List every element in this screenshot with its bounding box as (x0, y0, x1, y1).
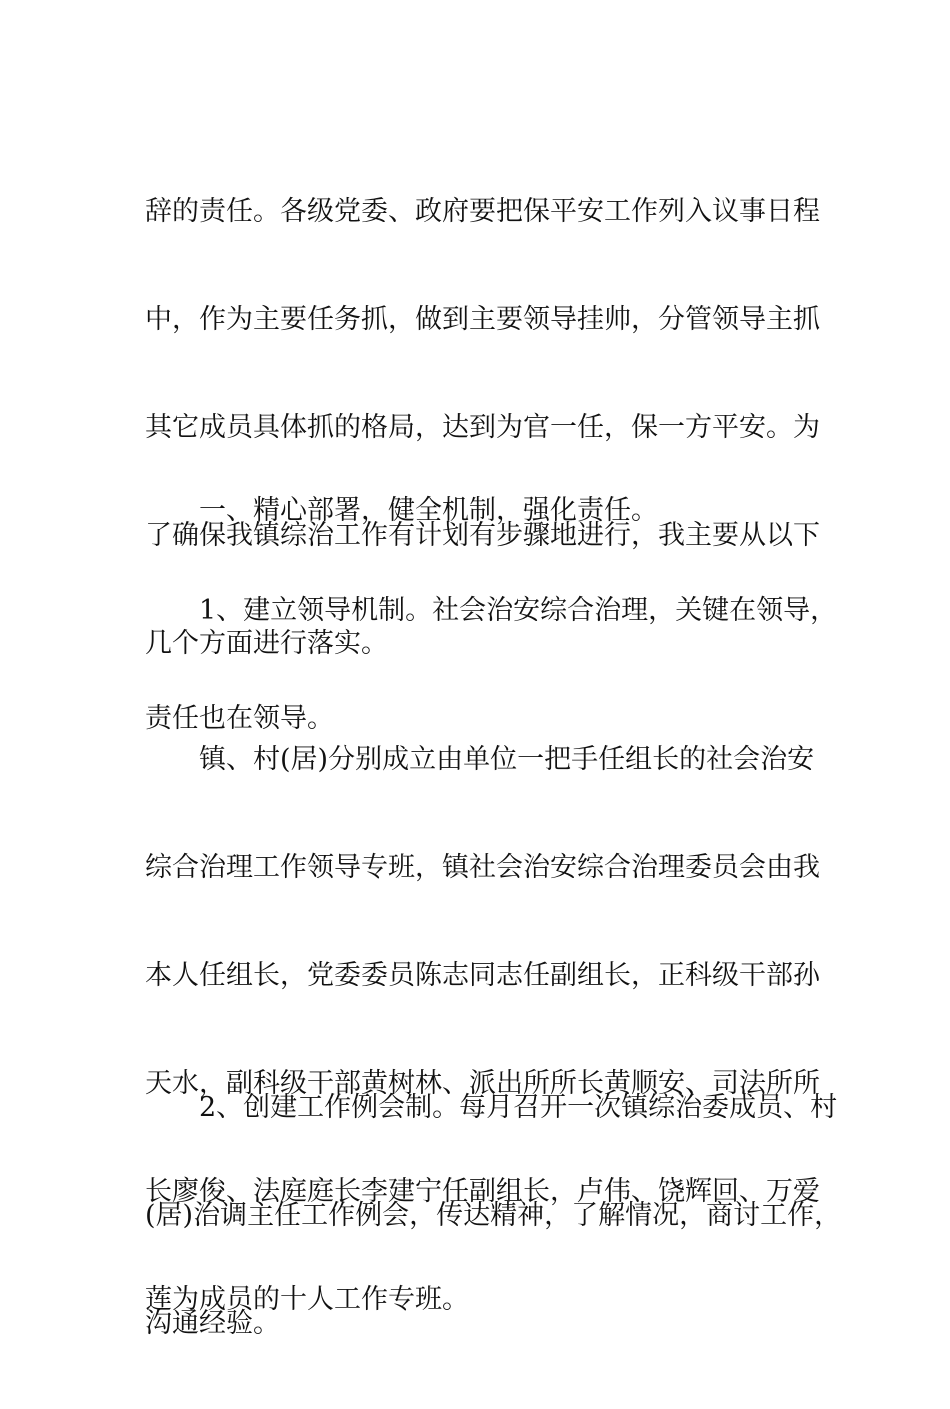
item1-detail-line-1: 镇、村(居)分别成立由单位一把手任组长的社会治安 (199, 744, 815, 775)
item1-detail-line-3: 本人任组长，党委委员陈志同志任副组长，正科级干部孙 (145, 960, 820, 991)
section-heading: 一、精心部署，健全机制，强化责任。 (199, 495, 658, 526)
intro-line-5: 几个方面进行落实。 (145, 628, 388, 659)
intro-line-2: 中，作为主要任务抓，做到主要领导挂帅，分管领导主抓 (145, 304, 820, 335)
item1-detail-line-4: 天水，副科级干部黄树林、派出所所长黄顺安、司法所所 (145, 1068, 820, 1099)
item1-line-2: 责任也在领导。 (145, 703, 334, 734)
item2-paragraph (145, 1023, 842, 1409)
item1-detail-line-5: 长廖俊、法庭庭长李建宁任副组长，卢伟、饶辉回、万爱 (145, 1176, 820, 1207)
item1-line-1: 1、建立领导机制。社会治安综合治理，关键在领导， (199, 595, 838, 626)
item2-line-1: 2、创建工作例会制。每月召开一次镇综治委成员、村 (199, 1092, 838, 1123)
intro-line-4: 了确保我镇综治工作有计划有步骤地进行，我主要从以下 (145, 520, 820, 551)
intro-line-3: 其它成员具体抓的格局，达到为官一任，保一方平安。为 (145, 412, 820, 443)
intro-line-1: 辞的责任。各级党委、政府要把保平安工作列入议事日程 (145, 196, 820, 227)
item1-detail-line-2: 综合治理工作领导专班，镇社会治安综合治理委员会由我 (145, 852, 820, 883)
item1-detail-line-6: 莲为成员的十人工作专班。 (145, 1284, 469, 1315)
item2-line-3: 沟通经验。 (145, 1308, 280, 1339)
item2-line-2: (居)治调主任工作例会，传达精神，了解情况，商讨工作， (145, 1200, 842, 1231)
